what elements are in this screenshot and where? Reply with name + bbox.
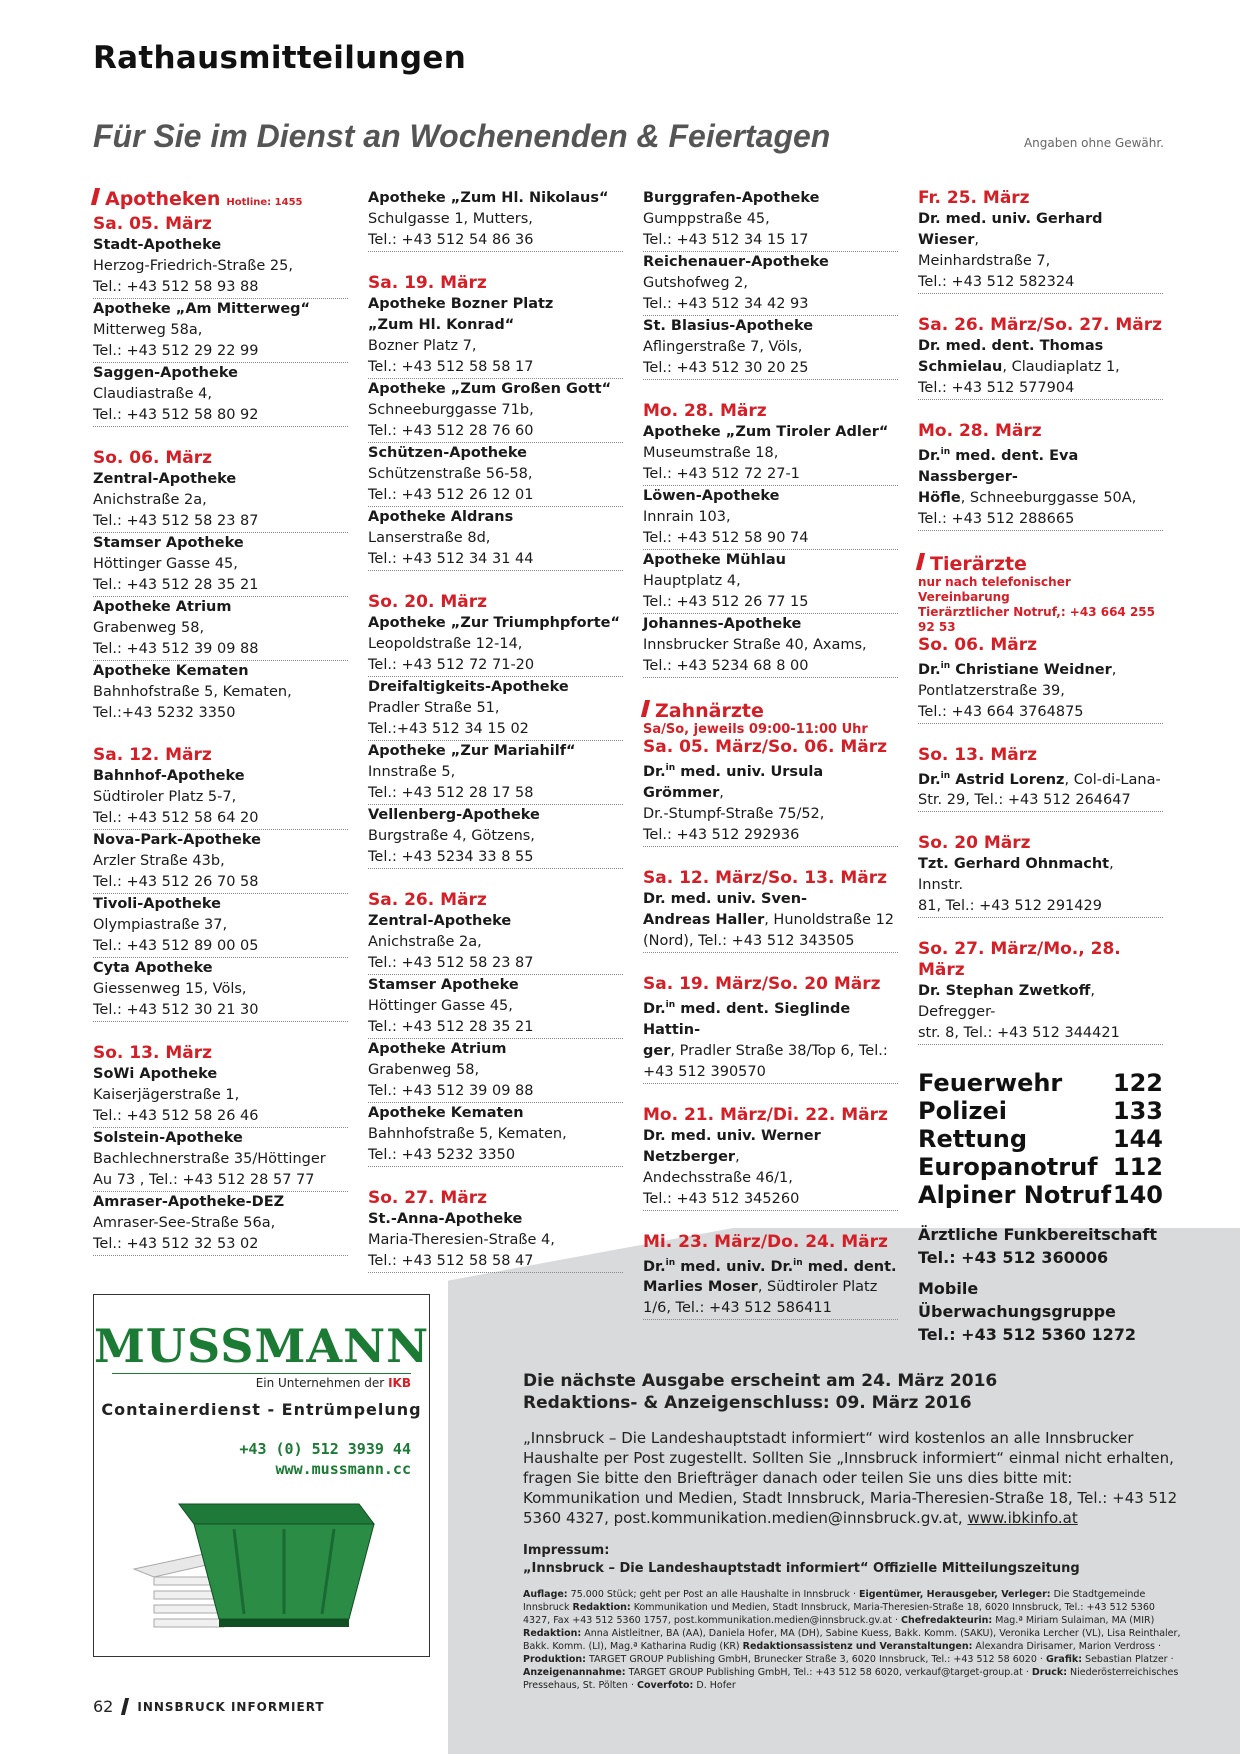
list-item: Apotheke Bozner Platz „Zum Hl. Konrad“ Bozner Platz 7, Tel.: +43 512 58 58 17 xyxy=(368,294,623,379)
container-skip-icon xyxy=(124,1499,384,1639)
list-item: Apotheke Aldrans Lanserstraße 8d, Tel.: +43 512 34 31 44 xyxy=(368,507,623,571)
section-title: Zahnärzte xyxy=(655,700,764,722)
list-item: Saggen-Apotheke Claudiastraße 4, Tel.: +43 512 58 80 92 xyxy=(93,363,348,427)
list-item: Nova-Park-Apotheke Arzler Straße 43b, Tel.: +43 512 26 70 58 xyxy=(93,830,348,894)
section-zahnaerzte xyxy=(643,700,898,722)
column-3 xyxy=(643,188,898,1320)
impressum-title: Impressum: xyxy=(523,1543,610,1558)
list-item: Apotheke „Zum Hl. Nikolaus“ Schulgasse 1, Mutters, Tel.: +43 512 54 86 36 xyxy=(368,188,623,252)
disclaimer: Angaben ohne Gewähr. xyxy=(1023,136,1164,150)
list-item: Bahnhof-Apotheke Südtiroler Platz 5-7, Tel.: +43 512 58 64 20 xyxy=(93,766,348,830)
date-heading: So. 27. März xyxy=(368,1188,487,1208)
list-item: Dr.$^{in}$ Astrid Lorenz, Col-di-Lana- Str. 29, Tel.: +43 512 264647 xyxy=(918,766,1163,813)
mussmann-logo: MUSSMANN xyxy=(94,1319,430,1373)
list-item: Löwen-Apotheke Innrain 103, Tel.: +43 512 58 90 74 xyxy=(643,486,898,550)
next-issue: Die nächste Ausgabe erscheint am 24. März 2016 xyxy=(523,1371,998,1391)
list-item: Cyta Apotheke Giessenweg 15, Völs, Tel.: +43 512 30 21 30 xyxy=(93,958,348,1022)
date-heading: Sa. 19. März xyxy=(368,273,487,293)
magazine-name: INNSBRUCK INFORMIERT xyxy=(137,1699,325,1714)
date-heading: So. 06. März xyxy=(918,634,1037,655)
date-heading: So. 13. März xyxy=(918,744,1037,765)
date-heading: Sa. 26. März/So. 27. März xyxy=(918,315,1163,335)
info-paragraph: „Innsbruck – Die Landeshauptstadt informiert“ wird kostenlos an alle Innsbrucker Haushalte per Post zugestellt. Sollten Sie „Innsbruck informiert“ einmal nicht erhalten, fragen Sie bitte den Briefträger danach oder teilen Sie uns dies bitte mit: Kommunikation und Medien, Stadt Innsbruck, Maria-Theresien-Straße 18, Tel.: +43 512 5360 4327, post.kommunikation.medien@innsbruck.gv.at, www.ibkinfo.at xyxy=(523,1429,1178,1527)
list-item: Apotheke „Zum Tiroler Adler“ Museumstraße 18, Tel.: +43 512 72 27-1 xyxy=(643,422,898,486)
section-subtitle: nur nach telefonischer Vereinbarung xyxy=(918,574,1071,604)
date-heading: Mo. 21. März/Di. 22. März xyxy=(643,1104,888,1125)
section-bar-icon xyxy=(91,188,100,205)
section-subtitle: Tierärztlicher Notruf,: +43 664 255 92 53 xyxy=(918,604,1155,634)
date-heading: Sa. 05. März xyxy=(93,214,212,234)
list-item: Tzt. Gerhard Ohnmacht, Innstr. 81, Tel.: +43 512 291429 xyxy=(918,854,1163,918)
emergency-row: Europanotruf 112 xyxy=(918,1153,1163,1182)
list-item: St.-Anna-Apotheke Maria-Theresien-Straße 4, Tel.: +43 512 58 58 47 xyxy=(368,1209,623,1273)
column-1 xyxy=(93,188,348,1256)
date-heading: Mo. 28. März xyxy=(918,421,1042,441)
column-2 xyxy=(368,188,623,1273)
footer xyxy=(93,1697,325,1716)
list-item: Dr. med. dent. Thomas Schmielau, Claudiaplatz 1, Tel.: +43 512 577904 xyxy=(918,336,1163,400)
list-item: Apotheke Atrium Grabenweg 58, Tel.: +43 512 39 09 88 xyxy=(93,597,348,661)
section-subtitle: Sa/So, jeweils 09:00-11:00 Uhr xyxy=(643,722,868,737)
deadline: Redaktions- & Anzeigenschluss: 09. März 2016 xyxy=(523,1393,972,1413)
page-subtitle: Für Sie im Dienst an Wochenenden & Feiertagen xyxy=(93,118,831,154)
date-heading: So. 06. März xyxy=(93,448,212,468)
list-item: Dr.$^{in}$ Christiane Weidner, Pontlatzerstraße 39, Tel.: +43 664 3764875 xyxy=(918,656,1163,724)
section-apotheken xyxy=(93,188,348,214)
date-heading: Sa. 26. März xyxy=(368,890,487,910)
advertisement[interactable] xyxy=(93,1294,430,1657)
footer-bar-icon xyxy=(121,1698,129,1715)
funkbereitschaft: Ärztliche Funkbereitschaft Tel.: +43 512 360006 xyxy=(918,1225,1158,1268)
date-heading: So. 20 März xyxy=(918,833,1031,854)
list-item: Tivoli-Apotheke Olympiastraße 37, Tel.: +43 512 89 00 05 xyxy=(93,894,348,958)
list-item: Apotheke „Zur Triumphpforte“ Leopoldstraße 12-14, Tel.: +43 512 72 71-20 xyxy=(368,613,623,677)
list-item: Dr. Stephan Zwetkoff, Defregger- str. 8, Tel.: +43 512 344421 xyxy=(918,981,1163,1045)
ad-service: Containerdienst - Entrümpelung xyxy=(101,1400,422,1419)
list-item: Dr. med. univ. Gerhard Wieser, Meinhardstraße 7, Tel.: +43 512 582324 xyxy=(918,209,1163,294)
section-bar-icon xyxy=(916,553,925,570)
list-item: Schützen-Apotheke Schützenstraße 56-58, Tel.: +43 512 26 12 01 xyxy=(368,443,623,507)
list-item: Apotheke Atrium Grabenweg 58, Tel.: +43 512 39 09 88 xyxy=(368,1039,623,1103)
list-item: Vellenberg-Apotheke Burgstraße 4, Götzens, Tel.: +43 5234 33 8 55 xyxy=(368,805,623,869)
emergency-row: Rettung 144 xyxy=(918,1125,1163,1154)
list-item: Stamser Apotheke Höttinger Gasse 45, Tel.: +43 512 28 35 21 xyxy=(93,533,348,597)
list-item: Dr.$^{in}$ med. univ. Dr.$^{in}$ med. dent. Marlies Moser, Südtiroler Platz 1/6, Tel.: +43 512 586411 xyxy=(643,1253,898,1321)
date-heading: Sa. 19. März/So. 20 März xyxy=(643,973,881,994)
list-item: Dr. med. univ. Sven- Andreas Haller, Hunoldstraße 12 (Nord), Tel.: +43 512 343505 xyxy=(643,889,898,953)
section-tieraerzte xyxy=(918,553,1163,575)
list-item: Apotheke „Zur Mariahilf“ Innstraße 5, Tel.: +43 512 28 17 58 xyxy=(368,741,623,805)
list-item: Apotheke Kematen Bahnhofstraße 5, Kematen, Tel.:+43 5232 3350 xyxy=(93,663,292,721)
date-heading: Mo. 28. März xyxy=(643,401,767,421)
list-item: Stadt-Apotheke Herzog-Friedrich-Straße 25, Tel.: +43 512 58 93 88 xyxy=(93,235,348,299)
emergency-row: Feuerwehr 122 xyxy=(918,1069,1163,1098)
list-item: Dreifaltigkeits-Apotheke Pradler Straße 51, Tel.:+43 512 34 15 02 xyxy=(368,677,623,741)
list-item: Burggrafen-Apotheke Gumppstraße 45, Tel.: +43 512 34 15 17 xyxy=(643,188,898,252)
list-item: Apotheke „Zum Großen Gott“ Schneeburggasse 71b, Tel.: +43 512 28 76 60 xyxy=(368,379,623,443)
list-item: Dr.$^{in}$ med. dent. Eva Nassberger- Höfle, Schneeburggasse 50A, Tel.: +43 512 288665 xyxy=(918,442,1163,531)
date-heading: Sa. 12. März/So. 13. März xyxy=(643,867,888,888)
section-title: Tierärzte xyxy=(930,552,1027,575)
list-item: Apotheke „Am Mitterweg“ Mitterweg 58a, Tel.: +43 512 29 22 99 xyxy=(93,299,348,363)
list-item: Zentral-Apotheke Anichstraße 2a, Tel.: +43 512 58 23 87 xyxy=(368,911,623,975)
page-number: 62 xyxy=(93,1697,114,1716)
list-item: Apotheke Kematen Bahnhofstraße 5, Kematen, Tel.: +43 5232 3350 xyxy=(368,1103,623,1167)
ueberwachungsgruppe: Mobile Überwachungsgruppe Tel.: +43 512 5360 1272 xyxy=(918,1279,1137,1345)
emergency-row: Polizei 133 xyxy=(918,1097,1163,1126)
list-item: Apotheke Mühlau Hauptplatz 4, Tel.: +43 512 26 77 15 xyxy=(643,550,898,614)
list-item: Dr.$^{in}$ med. univ. Ursula Grömmer, Dr.-Stumpf-Straße 75/52, Tel.: +43 512 292936 xyxy=(643,758,898,847)
column-4 xyxy=(918,188,1163,1346)
list-item: Dr.$^{in}$ med. dent. Sieglinde Hattin- ger, Pradler Straße 38/Top 6, Tel.: +43 512 390570 xyxy=(643,995,898,1084)
ikb-logo: IKB xyxy=(388,1376,411,1390)
ad-tagline: Ein Unternehmen der IKB xyxy=(112,1373,411,1390)
page-title: Rathausmitteilungen xyxy=(93,40,467,76)
info-box xyxy=(523,1370,1183,1692)
website-link[interactable]: www.ibkinfo.at xyxy=(967,1509,1078,1527)
list-item: Stamser Apotheke Höttinger Gasse 45, Tel.: +43 512 28 35 21 xyxy=(368,975,623,1039)
date-heading: So. 13. März xyxy=(93,1043,212,1063)
list-item: Zentral-Apotheke Anichstraße 2a, Tel.: +43 512 58 23 87 xyxy=(93,469,348,533)
section-bar-icon xyxy=(641,700,650,717)
impressum-text: Auflage: 75.000 Stück; geht per Post an alle Haushalte in Innsbruck · Eigentümer, Herausgeber, Verleger: Die Stadtgemeinde Innsbruck Redaktion: Kommunikation und Medien, Stadt Innsbruck, Maria-Theresien-Straße 18, 6020 Innsbruck, Tel.: +43 512 5360 4327, Fax +43 512 5360 1757, post.kommunikation.medien@innsbruck.gv.at · Chefredakteurin: Mag.ª Miriam Sulaiman, MA (MIR) Redaktion: Anna Aistleitner, BA (AA), Daniela Hofer, MA (DH), Sabine Kuess, Bakk. Komm. (SAKU), Veronika Lercher (VL), Lisa Reinthaler, Bakk. Komm. (LI), Mag.ª Katharina Rudig (KR) Redaktionsassistenz und Veranstaltungen: Alexandra Dirisamer, Marion Verdross · Produktion: TARGET GROUP Publishing GmbH, Brunecker Straße 3, 6020 Innsbruck, Tel.: +43 512 58 6020 · Grafik: Sebastian Platzer · Anzeigenannahme: TARGET GROUP Publishing GmbH, Tel.: +43 512 58 6020, verkauf@target-group.at · Druck: Niederösterreichisches Pressehaus, St. Pölten · Coverfoto: D. Hofer xyxy=(523,1589,1181,1691)
date-heading: Sa. 05. März/So. 06. März xyxy=(643,737,888,757)
date-heading: Fr. 25. März xyxy=(918,188,1030,208)
list-item: Dr. med. univ. Werner Netzberger, Andechsstraße 46/1, Tel.: +43 512 345260 xyxy=(643,1126,898,1211)
date-heading: So. 20. März xyxy=(368,592,487,612)
list-item: Amraser-Apotheke-DEZ Amraser-See-Straße 56a, Tel.: +43 512 32 53 02 xyxy=(93,1192,348,1256)
hotline: Hotline: 1455 xyxy=(226,197,303,208)
date-heading: Mi. 23. März/Do. 24. März xyxy=(643,1231,888,1252)
list-item: St. Blasius-Apotheke Aflingerstraße 7, Völs, Tel.: +43 512 30 20 25 xyxy=(643,316,898,380)
date-heading: Sa. 12. März xyxy=(93,745,212,765)
list-item: Reichenauer-Apotheke Gutshofweg 2, Tel.: +43 512 34 42 93 xyxy=(643,252,898,316)
emergency-numbers xyxy=(918,1069,1163,1209)
ad-contact: +43 (0) 512 3939 44 www.mussmann.cc xyxy=(239,1440,411,1478)
section-title: Apotheken xyxy=(105,188,221,210)
list-item: Johannes-Apotheke Innsbrucker Straße 40, Axams, Tel.: +43 5234 68 8 00 xyxy=(643,614,898,678)
emergency-row: Alpiner Notruf 140 xyxy=(918,1181,1163,1210)
list-item: Solstein-Apotheke Bachlechnerstraße 35/Höttinger Au 73 , Tel.: +43 512 28 57 77 xyxy=(93,1128,348,1192)
list-item: SoWi Apotheke Kaiserjägerstraße 1, Tel.: +43 512 58 26 46 xyxy=(93,1064,348,1128)
impressum-subtitle: „Innsbruck – Die Landeshauptstadt informiert“ Offizielle Mitteilungszeitung xyxy=(523,1561,1080,1576)
date-heading: So. 27. März/Mo., 28. März xyxy=(918,939,1121,981)
